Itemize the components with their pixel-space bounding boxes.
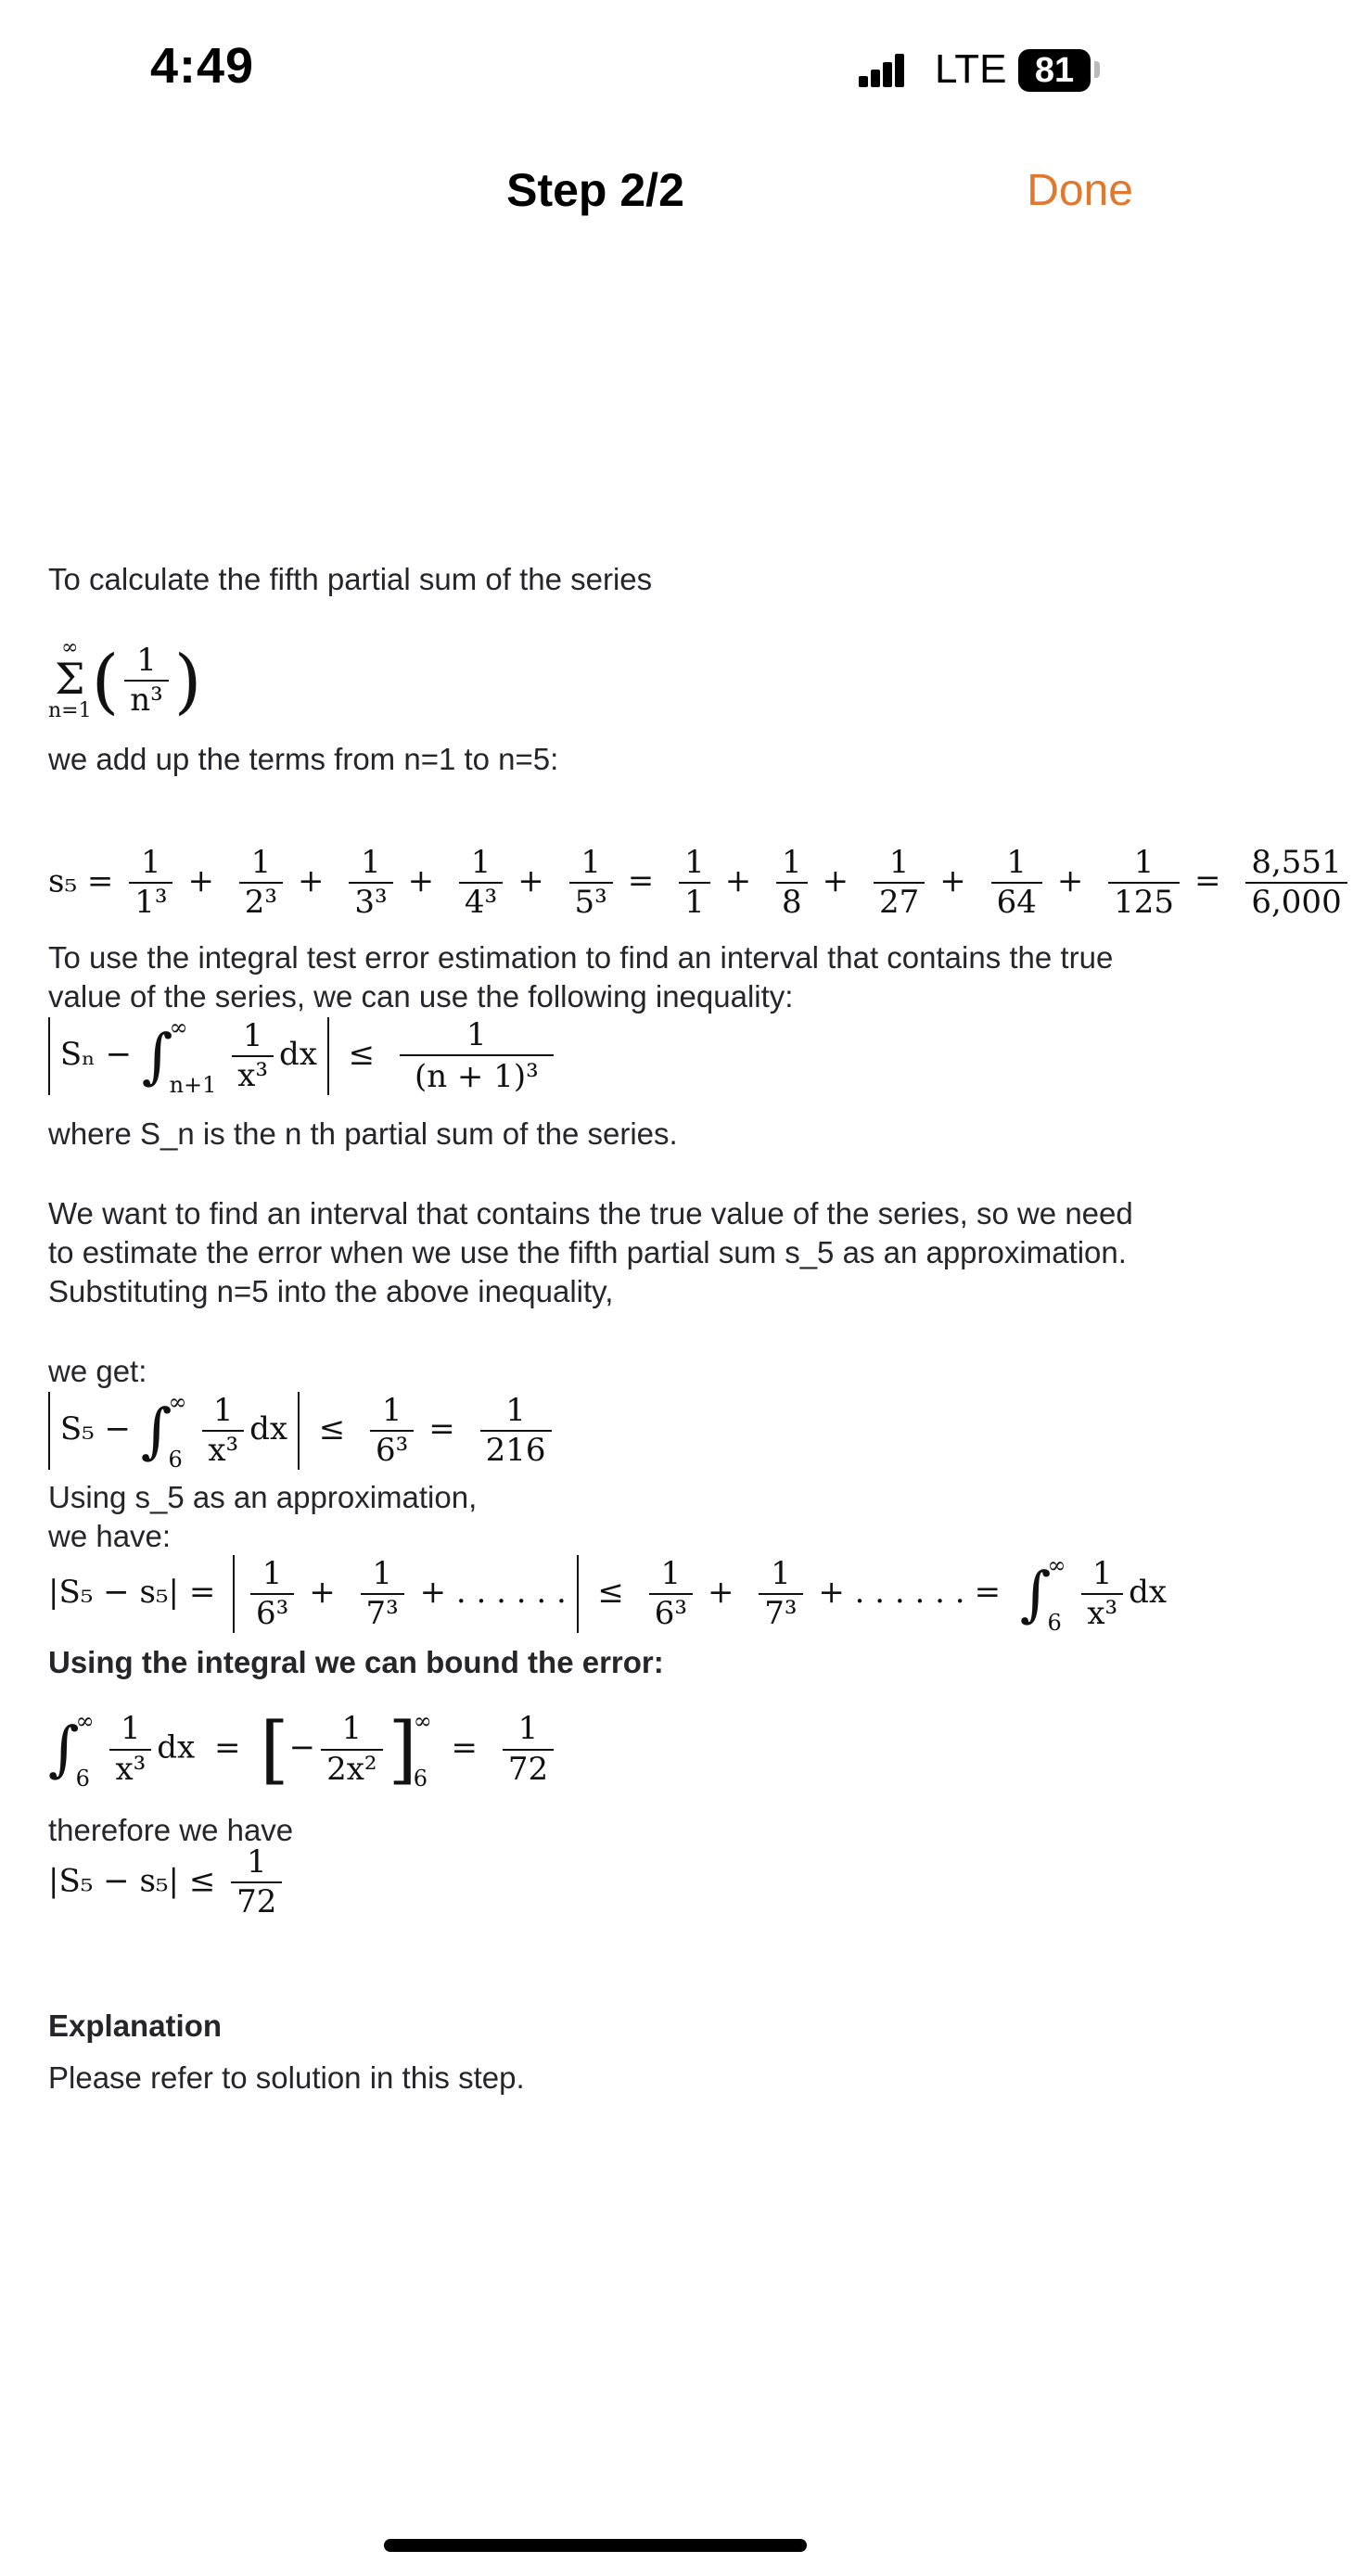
network-type: LTE bbox=[935, 46, 1007, 92]
interval-text: We want to find an interval that contains the true value of the series, so we need to estimate the error when we use the fifth partial sum s_5 as an approximation. Substituting n=5 into the above inequality, bbox=[48, 1196, 1133, 1308]
home-indicator[interactable] bbox=[384, 2539, 807, 2552]
s5-sum-formula: s₅ = $\frac{1}{\text{1³}}$ + $\frac{1}{\text{2³}}$ + $\frac{1}{\text{3³}}$ + $\frac{1}{\text{4³}}$ + $\frac{1}{\text{5³}}$ = $\frac{1}{1}$ + $\frac{1}{8}$ + $\frac{1}{27}$ + $\frac{1}{64}$ + $\frac{1}{125}$ = $\frac{8,551}{6,000}$ bbox=[48, 846, 1353, 921]
explanation-heading: Explanation bbox=[48, 2009, 223, 2043]
we-get-text: we get: bbox=[48, 1354, 147, 1388]
signal-icon bbox=[859, 54, 905, 87]
remainder-formula: |S₅ − s₅| = $\frac{1}{\text{6³}}$ + $\frac{1}{\text{7³}}$ + . . . . . . ≤ $\frac{1}{\text{6³}}$ + $\frac{1}{\text{7³}}$ + . . . . . . = ∫ ∞ 6 $\frac{1}{\text{x³}}$ dx bbox=[48, 1552, 1168, 1636]
series-formula: ∞ Σ n=1 ( $\frac{1}{\text{n³}}$ ) bbox=[48, 636, 202, 722]
inequality-formula: Sₙ − ∫ ∞ n+1 $\frac{1}{\text{x³}}$ dx ≤ $\frac{1}{\text{(n + 1)³}}$ bbox=[48, 1014, 559, 1098]
we-have-text: we have: bbox=[48, 1519, 172, 1553]
done-button[interactable]: Done bbox=[1027, 166, 1133, 215]
explanation-body: Please refer to solution in this step. bbox=[48, 2060, 525, 2095]
status-time: 4:49 bbox=[150, 38, 255, 94]
bound-heading: Using the integral we can bound the error: bbox=[48, 1645, 664, 1679]
intro-text: To calculate the fifth partial sum of the series bbox=[48, 562, 653, 596]
add-terms-text: we add up the terms from n=1 to n=5: bbox=[48, 742, 559, 776]
error-bound-formula: S₅ − ∫ ∞ 6 $\frac{1}{\text{x³}}$ dx ≤ $\frac{1}{\text{6³}}$ = $\frac{1}{216}$ bbox=[48, 1389, 557, 1473]
final-bound-formula: |S₅ − s₅| ≤ $\frac{1}{72}$ bbox=[48, 1845, 287, 1920]
battery-tip bbox=[1094, 61, 1100, 78]
approximation-text: Using s_5 as an approximation, bbox=[48, 1480, 478, 1514]
where-text: where S_n is the n th partial sum of the series. bbox=[48, 1116, 678, 1151]
page-title: Step 2/2 bbox=[506, 164, 684, 216]
integral-bound-formula: ∫ ∞ 6 $\frac{1}{\text{x³}}$ dx = [− $\frac{1}{\text{2x²}}$ ] ∞ 6 = $\frac{1}{72}$ bbox=[48, 1706, 559, 1792]
therefore-text: therefore we have bbox=[48, 1813, 294, 1847]
integral-test-text: To use the integral test error estimation to find an interval that contains the true value of the series, we can use the following inequality: bbox=[48, 940, 1114, 1014]
battery-icon: 81 bbox=[1018, 49, 1091, 92]
